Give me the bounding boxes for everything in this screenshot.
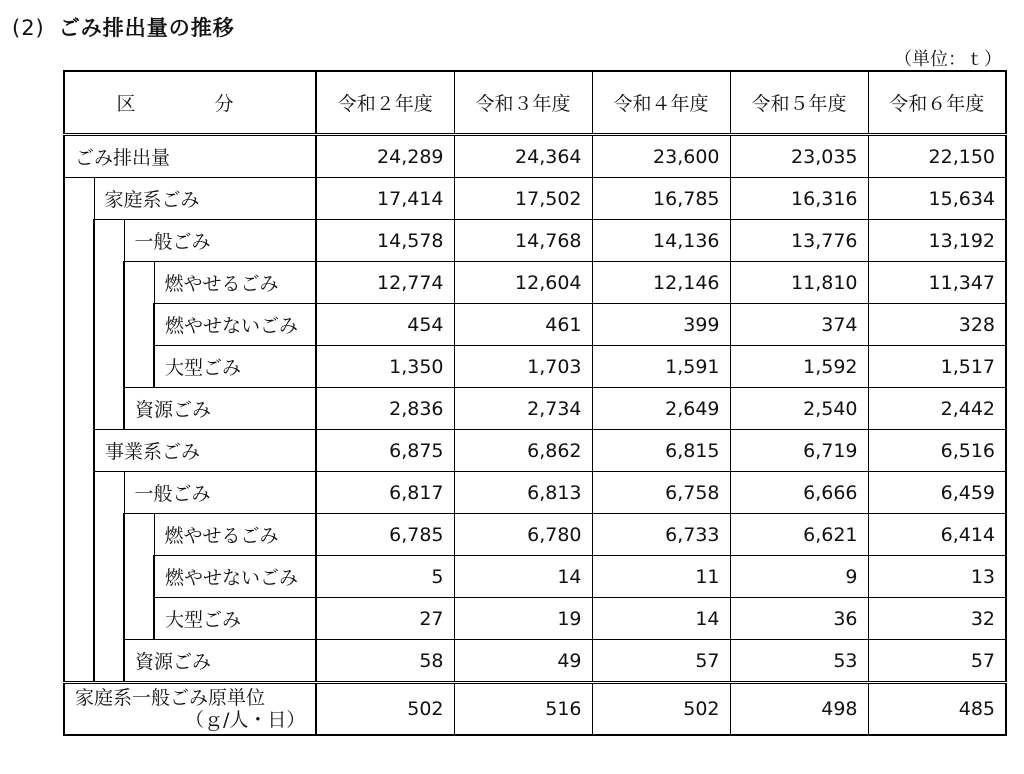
cell-value: 15,634 [868,178,1006,220]
cell-value: 17,414 [316,178,454,220]
cell-value: 6,733 [592,514,730,556]
cell-value: 6,758 [592,472,730,514]
header-col-5: 令和６年度 [868,71,1006,135]
header-category: 区 分 [64,71,316,135]
cell-value: 6,780 [454,514,592,556]
cell-value: 13,192 [868,220,1006,262]
cell-value: 6,862 [454,430,592,472]
cell-value: 12,774 [316,262,454,304]
table-row [64,472,1006,514]
cell-value: 6,666 [730,472,868,514]
cell-value: 2,442 [868,388,1006,430]
cell-value: 24,364 [454,135,592,178]
cell-value: 36 [730,598,868,640]
cell-value: 14 [454,556,592,598]
row-label: 燃やせないごみ [154,304,316,346]
table-row-unit-rate [64,683,1006,736]
cell-value: 6,813 [454,472,592,514]
cell-value: 2,540 [730,388,868,430]
cell-value: 461 [454,304,592,346]
cell-value: 374 [730,304,868,346]
cell-value: 6,516 [868,430,1006,472]
row-label: 燃やせるごみ [154,262,316,304]
cell-value: 516 [454,683,592,736]
cell-value: 485 [868,683,1006,736]
cell-value: 53 [730,640,868,683]
header-row [64,71,1006,135]
cell-value: 57 [592,640,730,683]
row-label-line2: （ｇ/人・日） [185,709,306,731]
cell-value: 12,146 [592,262,730,304]
cell-value: 1,592 [730,346,868,388]
cell-value: 9 [730,556,868,598]
cell-value: 328 [868,304,1006,346]
row-label: 一般ごみ [124,472,316,514]
cell-value: 498 [730,683,868,736]
table-row [64,598,1006,640]
row-label: 事業系ごみ [94,430,316,472]
row-label-line1: 家庭系一般ごみ原単位 [75,687,266,709]
indent-spacer [64,178,94,683]
cell-value: 12,604 [454,262,592,304]
cell-value: 57 [868,640,1006,683]
row-label: 家庭系ごみ [94,178,316,220]
cell-value: 1,591 [592,346,730,388]
header-col-1: 令和２年度 [316,71,454,135]
cell-value: 14,578 [316,220,454,262]
table-row [64,388,1006,430]
table-row [64,262,1006,304]
cell-value: 399 [592,304,730,346]
row-label: 燃やせないごみ [154,556,316,598]
header-col-3: 令和４年度 [592,71,730,135]
cell-value: 11,347 [868,262,1006,304]
cell-value: 1,703 [454,346,592,388]
indent-spacer [124,262,154,388]
cell-value: 6,817 [316,472,454,514]
cell-value: 14 [592,598,730,640]
table-row [64,430,1006,472]
section-title [12,12,235,42]
indent-spacer [124,514,154,640]
section-number: (2) [12,16,45,40]
cell-value: 16,316 [730,178,868,220]
cell-value: 11 [592,556,730,598]
cell-value: 11,810 [730,262,868,304]
cell-value: 16,785 [592,178,730,220]
header-col-4: 令和５年度 [730,71,868,135]
cell-value: 1,517 [868,346,1006,388]
cell-value: 58 [316,640,454,683]
cell-value: 23,600 [592,135,730,178]
cell-value: 13 [868,556,1006,598]
row-label: 資源ごみ [124,640,316,683]
cell-value: 24,289 [316,135,454,178]
table-row [64,304,1006,346]
section-heading: ごみ排出量の推移 [58,16,235,40]
indent-spacer [94,220,124,430]
cell-value: 6,815 [592,430,730,472]
cell-value: 6,621 [730,514,868,556]
header-col-2: 令和３年度 [454,71,592,135]
cell-value: 502 [592,683,730,736]
table-row [64,640,1006,683]
cell-value: 49 [454,640,592,683]
table-row [64,178,1006,220]
cell-value: 454 [316,304,454,346]
row-label [64,683,316,736]
cell-value: 1,350 [316,346,454,388]
row-label: ごみ排出量 [64,135,316,178]
indent-spacer [94,472,124,683]
cell-value: 6,875 [316,430,454,472]
cell-value: 6,785 [316,514,454,556]
cell-value: 14,136 [592,220,730,262]
cell-value: 14,768 [454,220,592,262]
table-row [64,556,1006,598]
cell-value: 6,719 [730,430,868,472]
table-row [64,514,1006,556]
cell-value: 502 [316,683,454,736]
cell-value: 13,776 [730,220,868,262]
waste-table [63,70,1007,736]
cell-value: 2,836 [316,388,454,430]
cell-value: 17,502 [454,178,592,220]
cell-value: 2,734 [454,388,592,430]
table-row [64,135,1006,178]
cell-value: 5 [316,556,454,598]
row-label: 資源ごみ [124,388,316,430]
cell-value: 23,035 [730,135,868,178]
cell-value: 27 [316,598,454,640]
row-label: 一般ごみ [124,220,316,262]
row-label: 大型ごみ [154,598,316,640]
table-row [64,220,1006,262]
row-label: 燃やせるごみ [154,514,316,556]
cell-value: 6,414 [868,514,1006,556]
unit-note: （単位：ｔ） [894,49,1002,70]
row-label: 大型ごみ [154,346,316,388]
cell-value: 32 [868,598,1006,640]
cell-value: 6,459 [868,472,1006,514]
cell-value: 2,649 [592,388,730,430]
table-row [64,346,1006,388]
cell-value: 19 [454,598,592,640]
cell-value: 22,150 [868,135,1006,178]
